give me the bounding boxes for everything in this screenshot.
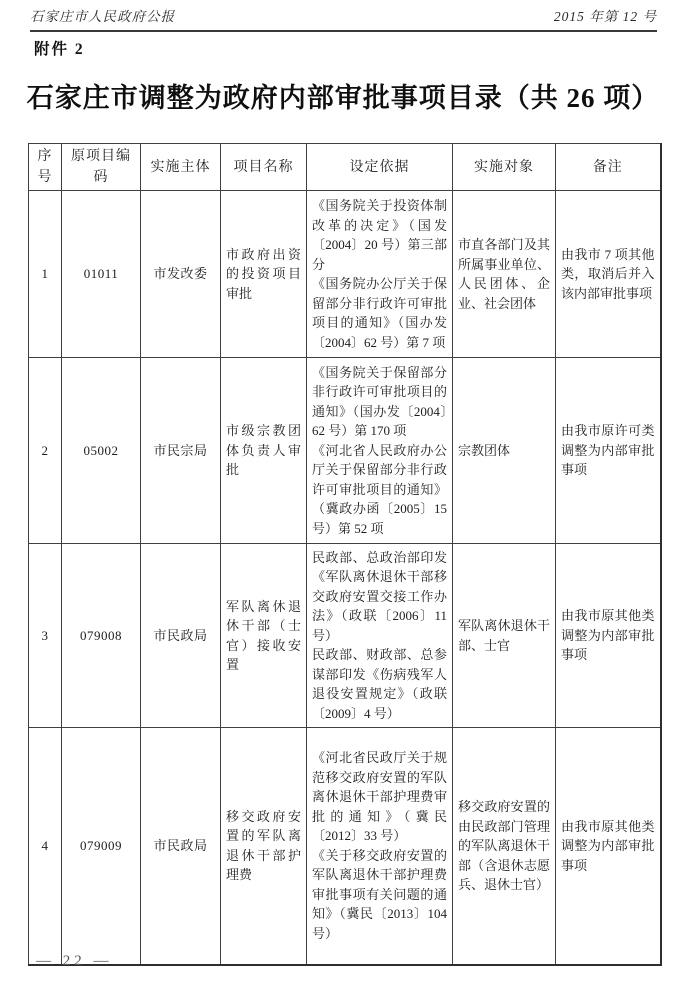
basis-paragraph: 民政部、财政部、总参谋部印发《伤病残军人退役安置规定》（政联〔2009〕4 号） [312,647,447,721]
cell-name: 军队离休退休干部（士官）接收安置 [221,544,307,728]
cell-subject: 市发改委 [141,191,221,358]
basis-paragraph: 《国务院关于投资体制改革的决定》（国发〔2004〕20 号）第三部分 [312,198,447,272]
cell-name: 市政府出资的投资项目审批 [221,191,307,358]
cell-target: 移交政府安置的由民政部门管理的军队离退休干部（含退休志愿兵、退休士官） [453,728,556,965]
col-header-seq: 序号 [29,144,62,191]
cell-seq: 4 [29,728,62,965]
cell-code: 05002 [62,358,141,544]
basis-paragraph: 《关于移交政府安置的军队离退休干部护理费审批事项有关问题的通知》（冀民〔2013〕104 号） [312,847,447,941]
col-header-code: 原项目编码 [62,144,141,191]
cell-seq: 1 [29,191,62,358]
cell-note: 由我市原其他类调整为内部审批事项 [556,544,661,728]
document-title: 石家庄市调整为政府内部审批事项目录（共 26 项） [26,83,660,113]
table-row [29,728,661,965]
table-row [29,358,661,544]
cell-seq: 2 [29,358,62,544]
cell-note: 由我市原其他类调整为内部审批事项 [556,728,661,965]
col-header-subject: 实施主体 [141,144,221,191]
page-number: — 22 — [36,953,113,969]
cell-code: 01011 [62,191,141,358]
cell-target: 军队离休退休干部、士官 [453,544,556,728]
cell-target: 宗教团体 [453,358,556,544]
table-header-row [29,144,661,191]
col-header-target: 实施对象 [453,144,556,191]
cell-seq: 3 [29,544,62,728]
approval-items-table [28,143,662,966]
gazette-masthead [30,5,657,32]
basis-paragraph: 《河北省人民政府办公厅关于保留部分非行政许可审批项目的通知》（冀政办函〔2005〕15 号）第 52 项 [312,442,447,536]
basis-paragraph: 《国务院关于保留部分非行政许可审批项目的通知》（国办发〔2004〕62 号）第 170 项 [312,364,447,439]
cell-target: 市直各部门及其所属事业单位、人民团体、企业、社会团体 [453,191,556,358]
basis-paragraph: 《国务院办公厅关于保留部分非行政许可审批项目的通知》（国办发〔2004〕62 号）第 7 项 [312,276,447,350]
table-row [29,191,661,358]
basis-paragraph: 民政部、总政治部印发《军队离休退休干部移交政府安置交接工作办法》（政联〔2006〕11 号） [312,549,447,643]
cell-basis [307,358,453,544]
cell-basis [307,544,453,728]
basis-paragraph: 《河北省民政厅关于规范移交政府安置的军队离休退休干部护理费审批的通知》（冀民〔2012〕33 号） [312,750,447,844]
cell-code: 079009 [62,728,141,965]
cell-name: 市级宗教团体负责人审批 [221,358,307,544]
cell-basis [307,728,453,965]
cell-basis [307,191,453,358]
journal-name: 石家庄市人民政府公报 [30,9,175,24]
cell-name: 移交政府安置的军队离退休干部护理费 [221,728,307,965]
cell-note: 由我市原许可类调整为内部审批事项 [556,358,661,544]
cell-code: 079008 [62,544,141,728]
col-header-name: 项目名称 [221,144,307,191]
cell-subject: 市民宗局 [141,358,221,544]
cell-note: 由我市 7 项其他类，取消后并入该内部审批事项 [556,191,661,358]
col-header-note: 备注 [556,144,661,191]
issue-number: 2015 年第 12 号 [553,9,657,24]
attachment-label: 附件 2 [34,41,85,58]
table-row [29,544,661,728]
cell-subject: 市民政局 [141,728,221,965]
col-header-basis: 设定依据 [307,144,453,191]
cell-subject: 市民政局 [141,544,221,728]
